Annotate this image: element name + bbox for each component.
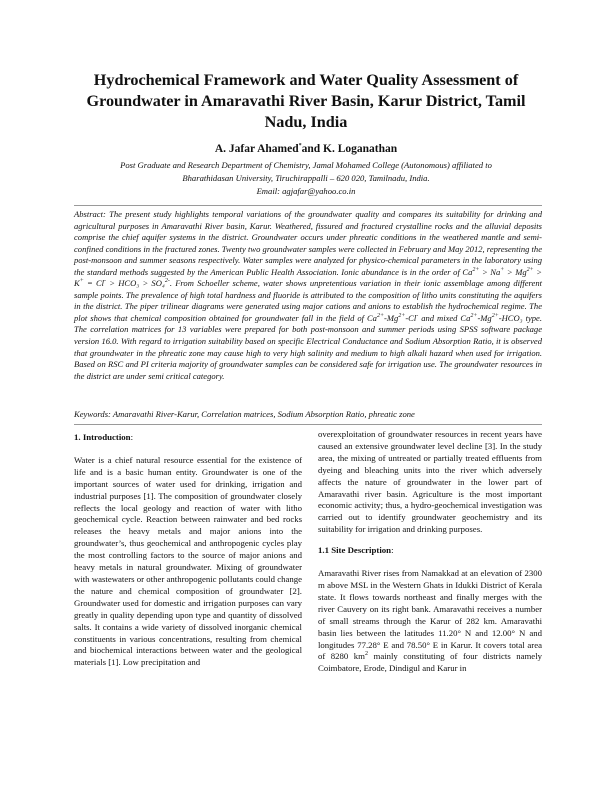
abstract-text: = Cl (83, 278, 105, 289)
author-1: A. Jafar Ahamed (214, 143, 299, 155)
email-address: agjafar@yahoo.co.in (282, 186, 356, 196)
author-line (80, 142, 532, 156)
abstract-top-rule (74, 205, 542, 206)
abstract-text: > K (74, 266, 542, 289)
abstract-text: > Mg (504, 266, 527, 277)
keywords (74, 408, 542, 420)
section-heading-introduction: 1. Introduction: (74, 432, 134, 442)
section-number: 1.1 (318, 545, 329, 556)
abstract-text: > HCO₃ > SO₄ (106, 278, 165, 289)
ion-charge: - (416, 313, 419, 320)
abstract-text: -Mg (384, 312, 399, 323)
section-title: Introduction (82, 432, 131, 442)
corresponding-author-mark: * (298, 143, 302, 150)
email-label: Email: (256, 186, 280, 196)
keywords-label: Keywords: (74, 409, 111, 419)
author-2: K. Loganathan (323, 143, 398, 155)
abstract-text: The present study highlights temporal variations of the groundwater quality and compares its suitability for drinking and agricultural purposes in Amaravathi River basin, Karur. Weathered, fissured and fractured crystalline rocks and the alluvial deposits comprise the chief aquifer systems in the district. Groundwater occurs under phreatic conditions in the weathered mantle and semi-confined conditions in the fractured zones. Twenty two groundwater samples were collected in February and May 2012, representing the post-monsoon and summer seasons respectively. Water samples were analyzed for physico-chemical parameters in the laboratory using the standard methods suggested by the American Public Health Association. Ionic abundance is in the order of Ca (74, 209, 542, 277)
email-line (78, 185, 534, 198)
site-description-paragraph (318, 568, 542, 675)
site-text: mainly constituting of four districts namely Coimbatore, Erode, Dindigul and Karur in (318, 651, 542, 674)
right-column (318, 429, 542, 675)
abstract-label: Abstract: (74, 209, 106, 219)
abstract-text: . From Schoeller scheme, water shows unpretentious variation in their ionic assemblage among different sample points. The prevalence of high total hardness and fluoride is attributed to the composition of litho units constituting the aquifers in the district. The piper trilinear diagrams were generated using major cations and anions to establish the hydrochemical regime. The plot shows that chemical composition obtained for groundwater fall in the field of Ca (74, 278, 542, 323)
ion-charge: - (104, 278, 107, 285)
abstract-text: -Mg (477, 312, 492, 323)
unit-exponent: 2 (365, 651, 368, 658)
ion-charge: 2+ (491, 313, 499, 320)
introduction-paragraph: Water is a chief natural resource essential for the existence of life and is a basic human entity. Groundwater is one of the important sources of water used for drinking, irrigation and industrial purposes [1]. The composition of groundwater closely reflects the local geology and reaction of water with litho geochemical cycle. Reaction between rainwater and bed rocks releases the heavy metals and major anions into the groundwater’s, thus geochemical and anthropogenic cycles play the most controlling factors to the source of major anions and heavy metals in natural groundwater. Mixing of groundwater with wastewaters or other anthropogenic pollutants could change the nature and chemical composition of groundwater [2]. Groundwater used for domestic and irrigation purposes can vary greatly in quality depending upon type and quantity of dissolved salts. It contains a wide variety of dissolved inorganic chemical constituents in various concentrations, resulting from chemical and biochemical interactions between water and the geological materials [1]. Low precipitation and (74, 454, 302, 668)
section-number: 1 (74, 432, 79, 442)
ion-charge: + (500, 266, 505, 273)
affiliation (78, 159, 534, 198)
ion-charge: + (79, 278, 84, 285)
site-text: Amaravathi River rises from Namakkad at an elevation of 2300 m above MSL in the Western Ghats in Idukki District of Kerala state. It flows towards northeast and finally merges with the river Cauvery on its right bank. Amaravathi receives a number of small streams through the Karur of 282 km. Amaravathi basin lies between the latitudes 11.20° N and 12.00° N and longitudes 77.28° E and 78.50° E in Karur. It covers total area of 8280 km (318, 568, 542, 662)
introduction-paragraph-continued: overexploitation of groundwater resources in recent years have caused an extensive groundwater level decline [3]. In the study area, the mixing of untreated or partially treated effluents from dyeing and bleaching units into the river which adversely affects the nature of groundwater in the lower part of Amaravathi river basin. Agriculture is the most important economic activity; thus, a hydro-geochemical investigation was carried out to identify groundwater geochemistry and its suitability for irrigation and drinking purposes. (318, 429, 542, 535)
ion-charge: 2+ (472, 266, 480, 273)
section-heading-site-description: 1.1 Site Description: (318, 545, 394, 556)
keywords-text: Amaravathi River-Karur, Correlation matrices, Sodium Absorption Ratio, phreatic zone (112, 409, 415, 419)
ion-charge: 2+ (526, 266, 534, 273)
author-conjunction: and (301, 143, 321, 155)
abstract-text: and mixed Ca (418, 312, 471, 323)
abstract-text: -HCO₃ type. The correlation matrices for 13 variables were prepared for both post-monsoon and summer periods using SPSS software package version 16.0. With regard to irrigation suitability based on specific Electrical Conductance and Sodium Absorption Ratio, it is observed that groundwater in the phreatic zone may cause high to very high salinity and medium to high alkali hazard when used for irrigation. Based on RSC and PI criteria majority of groundwater samples can be considered safe for irrigation use. The groundwater resources in the district are under semi critical category. (74, 312, 542, 381)
abstract (74, 209, 542, 382)
abstract-text: > Na (479, 266, 501, 277)
ion-charge: 2+ (470, 313, 478, 320)
abstract-text: -Cl (405, 312, 417, 323)
ion-charge: 2+ (376, 313, 384, 320)
keywords-bottom-rule (74, 424, 542, 425)
affiliation-line-2: Bharathidasan University, Tiruchirappalli – 620 020, Tamilnadu, India. (182, 173, 430, 183)
ion-charge: 2- (164, 278, 170, 285)
ion-charge: 2+ (398, 313, 406, 320)
paper-title: Hydrochemical Framework and Water Quality Assessment of Groundwater in Amaravathi River Basin, Karur District, Tamil Nadu, India (86, 71, 526, 131)
left-column (74, 432, 302, 669)
affiliation-line-1: Post Graduate and Research Department of Chemistry, Jamal Mohamed College (Autonomous) affiliated to (120, 160, 492, 170)
section-title: Site Description (331, 545, 392, 556)
